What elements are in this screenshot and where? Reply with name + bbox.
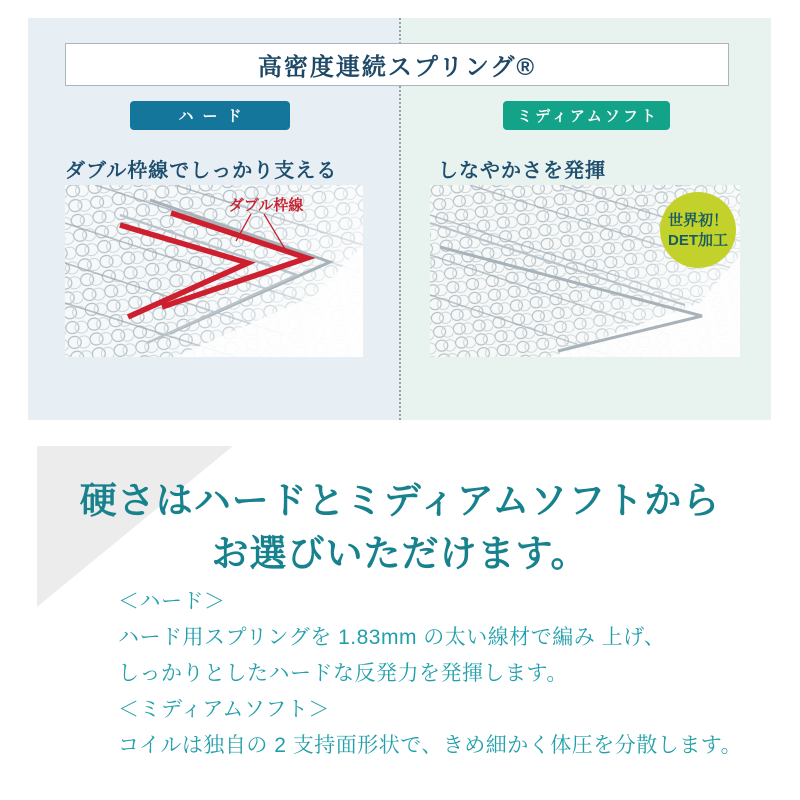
hard-description-line1: ハード用スプリングを 1.83mm の太い線材で編み 上げ、 <box>118 626 666 649</box>
mediumsoft-badge <box>503 101 670 130</box>
panel-title-box <box>65 43 729 86</box>
mediumsoft-spring-photo <box>430 185 740 357</box>
main-heading <box>0 474 800 580</box>
hard-spring-illustration <box>65 185 363 357</box>
det-sticker-line1: 世界初！ <box>667 212 729 229</box>
hard-label: ＜ハード＞ <box>118 590 226 613</box>
hard-description-line2: しっかりとしたハードな反発力を発揮します。 <box>118 662 568 685</box>
panel-title: 高密度連続スプリング® <box>257 54 537 81</box>
mediumsoft-label: ＜ミディアムソフト＞ <box>118 698 330 721</box>
mediumsoft-subheading: しなやかさを発揮 <box>438 160 606 182</box>
description-text <box>118 584 778 764</box>
main-heading-line2: お選びいただけます。 <box>211 533 589 574</box>
mediumsoft-spring-illustration <box>430 185 740 357</box>
spring-feature-panel <box>28 18 771 420</box>
mediumsoft-badge-label: ミディアムソフト <box>517 108 659 125</box>
hard-subheading: ダブル枠線でしっかり支える <box>65 160 338 182</box>
mediumsoft-description: コイルは独自の 2 支持面形状で、きめ細かく体圧を分散します。 <box>118 734 743 757</box>
det-sticker-line2: DET加工 <box>667 232 729 249</box>
hard-badge-label: ハード <box>178 108 251 125</box>
det-sticker <box>660 192 736 268</box>
hard-badge <box>130 101 290 130</box>
double-border-annotation-label: ダブル枠線 <box>228 197 304 214</box>
main-heading-line1: 硬さはハードとミディアムソフトから <box>79 480 721 521</box>
hard-spring-photo <box>65 185 363 357</box>
